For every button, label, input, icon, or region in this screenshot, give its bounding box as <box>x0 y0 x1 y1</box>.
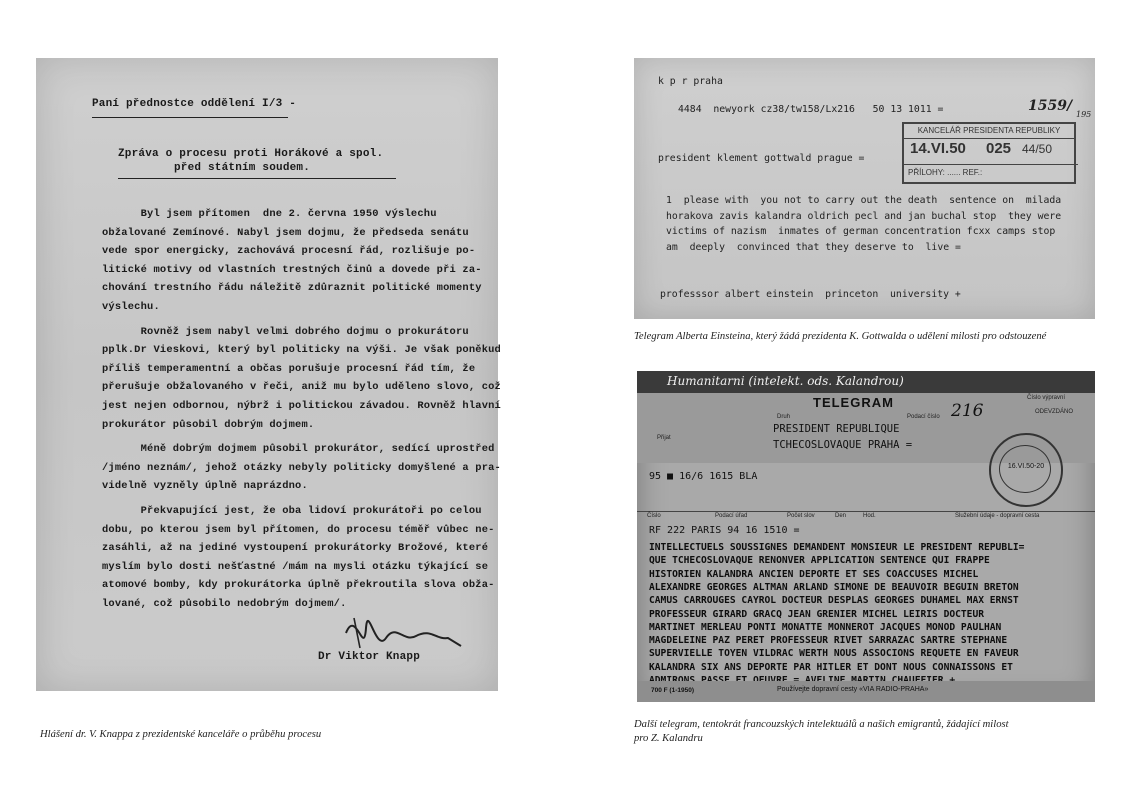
letter-line: lované, což působilo nedobrým dojmem/. <box>102 598 347 610</box>
subject-underline <box>118 178 396 179</box>
tel2-body-line: ALEXANDRE GEORGES ALTMAN ARLAND SIMONE DE BEAUVOIR BEGUIN BRETON <box>649 581 1019 593</box>
tel2-label-cislo: Číslo <box>647 513 661 519</box>
tel2-body-line: SUPERVIELLE TOYEN VILDRAC WERTH NOUS ASSOCIONS REQUETE EN FAVEUR <box>649 648 1019 660</box>
tel1-handwritten-number: 1559/ <box>1028 98 1073 114</box>
tel1-line-5: horakova zavis kalandra oldrich pecl and jan buchal stop they were <box>666 211 1062 222</box>
tel2-body-line: PROFESSEUR GIRARD GRACQ JEAN GRENIER MICHEL LEIRIS DOCTEUR <box>649 608 985 620</box>
tel2-body-line: KALANDRA SIX ANS DEPORTE PAR HITLER ET DONT NOUS CONNAISSONS ET <box>649 661 1013 673</box>
tel2-body-line: CAMUS CARROUGES CAYROL DOCTEUR DESPLAS GEORGES DUHAMEL MAX ERNST <box>649 595 1019 607</box>
letter-line: Překvapující jest, že oba lidoví prokurátoři po celou <box>102 505 482 517</box>
tel1-line-2: 4484 newyork cz38/tw158/Lx216 50 13 1011 = <box>678 104 944 115</box>
tel2-body-line: MAGDELEINE PAZ PERET PROFESSEUR RIVET SARRAZAC SARTRE STEPHANE <box>649 635 1008 647</box>
tel2-handwritten-top: Humanitarni (intelekt. ods. Kalandrou) <box>667 374 904 388</box>
tel2-footer-left: 700 F (1-1950) <box>651 687 694 694</box>
french-telegram-scan <box>637 371 1095 702</box>
letter-heading: Paní přednostce oddělení I/3 - <box>92 98 297 110</box>
postmark-date: 16.VI.50-20 <box>1007 463 1045 470</box>
tel2-body-line: INTELLECTUELS SOUSSIGNES DEMANDENT MONSIEUR LE PRESIDENT REPUBLI= <box>649 542 1025 553</box>
stamp-header: KANCELÁŘ PRESIDENTA REPUBLIKY <box>904 124 1074 139</box>
tel2-body-line: MARTINET MERLEAU PONTI MONATTE MONNEROT JACQUES MONOD PAULHAN <box>649 621 1002 633</box>
tel2-label-podaci-urad: Podací úřad <box>715 513 748 519</box>
caption-telegram-french-1: Další telegram, tentokrát francouzských intelektuálů a našich emigrantů, žádající milost <box>634 719 1009 730</box>
letter-line: výslechu. <box>102 301 160 313</box>
stamp-extra: 44/50 <box>1022 142 1053 156</box>
letter-line: jest nejen odbornou, nýbrž i politickou závadou. Rovněž hlavní <box>102 400 501 412</box>
letter-subject-2: před státním soudem. <box>174 162 311 174</box>
tel2-label-prijat: Přijat <box>657 435 671 441</box>
letter-line: přerušuje obžalovaného v řeči, aniž mu bylo uděleno slovo, což <box>102 381 501 394</box>
tel2-number-hand: 216 <box>951 401 984 421</box>
tel2-label-cislo-vypravni: Číslo výpravní <box>1027 395 1066 401</box>
letter-line: prokurátor působil dobrým dojmem. <box>102 418 315 431</box>
caption-telegram-einstein: Telegram Alberta Einsteina, který žádá prezidenta K. Gottwalda o udělení milosti pro odstouzené <box>634 331 1047 342</box>
tel2-footer-mid: Používejte dopravní cesty «VIA RADIO-PRAHA» <box>777 686 929 693</box>
letter-line: litické motivy od vlastních trestných činů a dovede při za- <box>102 263 482 276</box>
president-office-stamp <box>902 122 1076 184</box>
stamp-date: 14.VI.50 <box>910 140 966 157</box>
heading-underline <box>92 117 288 118</box>
caption-letter: Hlášení dr. V. Knappa z prezidentské kanceláře o průběhu procesu <box>40 729 322 740</box>
letter-line: Rovněž jsem nabyl velmi dobrého dojmu o prokurátoru <box>102 325 469 338</box>
tel2-label-podaci: Podací číslo <box>907 414 940 420</box>
letter-line: zasáhli, až na jediné vystoupení prokurátorky Brožové, které <box>102 542 489 555</box>
tel2-label-den: Den <box>835 513 847 519</box>
stamp-number: 025 <box>986 140 1012 157</box>
tel1-line-8: professsor albert einstein princeton university + <box>660 289 961 300</box>
letter-subject-1: Zpráva o procesu proti Horákové a spol. <box>118 148 384 160</box>
tel1-line-3: president klement gottwald prague = <box>658 153 865 164</box>
tel2-label-hod: Hod. <box>863 513 876 519</box>
tel1-line-7: am deeply convinced that they deserve to live = <box>666 242 961 253</box>
tel2-route-line: RF 222 PARIS 94 16 1510 = <box>649 525 800 536</box>
letter-line: /jméno neznám/, jehož otázky nebyly politicky domyšlené a pra- <box>102 461 501 474</box>
tel1-line-6: victims of nazism inmates of german concentration fcxx camps stop <box>666 226 1056 237</box>
tel2-body-line: QUE TCHECOSLOVAQUE RENONVER APPLICATION SENTENCE QUI FRAPPE <box>649 555 990 567</box>
letter-line: chování trestního řádu náležitě zdůraznit politické momenty <box>102 282 482 295</box>
caption-telegram-french-2: pro Z. Kalandru <box>634 733 703 744</box>
letter-line: Méně dobrým dojmem působil prokurátor, sedící uprostřed <box>102 443 495 456</box>
letter-line: obžalované Zemínové. Nabyl jsem dojmu, že předseda senátu <box>102 226 469 239</box>
letter-line: vede spor energicky, zachovává procesní řád, rozlišuje po- <box>102 245 476 258</box>
tel1-line-1: k p r praha <box>658 76 723 87</box>
postmark-stamp <box>989 433 1063 507</box>
letter-line: myslím bylo dosti nešťastné /mám na mysli otázku týkající se <box>102 560 489 573</box>
tel2-label-pocet-slov: Počet slov <box>787 513 815 519</box>
tel2-title: TELEGRAM <box>813 395 894 410</box>
letter-line: atomové bomby, kdy prokurátorka úplně překroutila slova obža- <box>102 579 495 592</box>
tel2-body-line: HISTORIEN KALANDRA ANCIEN DEPORTE ET SES COACCUSES MICHEL <box>649 568 979 580</box>
letter-line: pplk.Dr Vieskovi, který byl politicky na výši. Je však poněkud <box>102 344 501 357</box>
tel2-label-sluzebni: Služební údaje - dopravní cesta <box>955 513 1040 519</box>
tel2-address-2: TCHECOSLOVAQUE PRAHA = <box>773 439 913 451</box>
letter-line: dobu, po kterou jsem byl přítomen, do procesu téměř vůbec ne- <box>102 523 495 536</box>
tel1-handwritten-suffix: 195 <box>1076 110 1092 119</box>
tel2-address-1: PRESIDENT REPUBLIQUE <box>773 423 900 435</box>
tel2-ref-line: 95 ■ 16/6 1615 BLA <box>649 471 758 482</box>
einstein-telegram-scan <box>634 58 1095 319</box>
tel2-label-druh: Druh <box>777 414 791 420</box>
letter-line: videlně vyzněly úplně naprázdno. <box>102 480 308 493</box>
letter-line: Byl jsem přítomen dne 2. června 1950 výslechu <box>102 208 437 220</box>
tel1-line-4: 1 please with you not to carry out the death sentence on milada <box>666 195 1062 206</box>
stamp-row3: PŘÍLOHY: ...... REF.: <box>904 164 1078 181</box>
tel2-label-odevzdano: ODEVZDÁNO <box>1035 409 1074 415</box>
letter-signature: Dr Viktor Knapp <box>318 651 421 663</box>
letter-line: příliš temperamentní a občas porušuje procesní řád tím, že <box>102 362 476 375</box>
letter-scan <box>36 58 501 691</box>
